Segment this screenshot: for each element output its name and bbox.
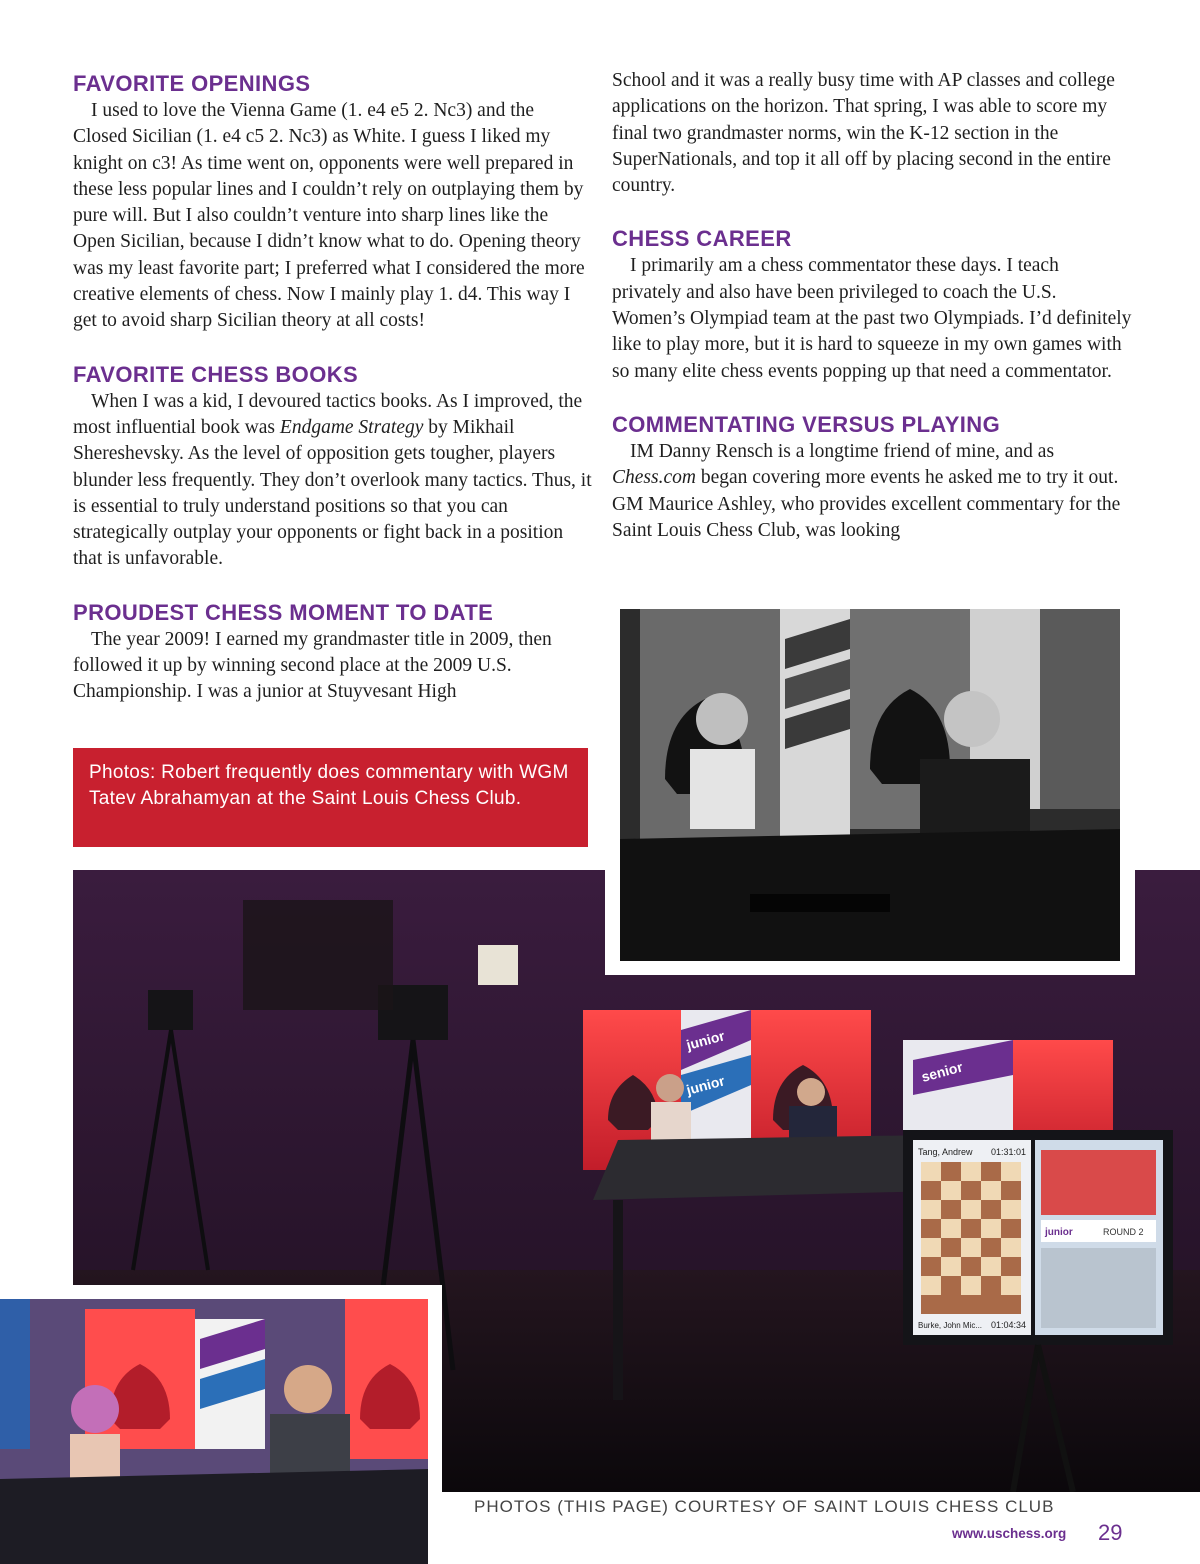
paragraph-favorite-books: [73, 389, 593, 573]
paragraph-commentating: [612, 439, 1132, 544]
studio-sign-3: senior: [919, 1058, 965, 1085]
monitor-player-bottom: Burke, John Mic...: [918, 1321, 983, 1330]
book-title: Endgame Strategy: [279, 416, 424, 438]
chesscom-name: Chess.com: [612, 467, 696, 489]
left-column: [73, 70, 593, 706]
page-number: 29: [1098, 1520, 1123, 1545]
monitor-player-top: Tang, Andrew: [918, 1147, 973, 1157]
books-text-post: by Mikhail Shereshevsky. As the level of opposition gets tougher, players blunder less frequently. They don’t overlook many tactics. Thus, it is essential to truly understand positions so that you can strategically outplay your opponents or fight back in a position that is unfavorable.: [73, 416, 592, 570]
heading-favorite-openings: FAVORITE OPENINGS: [73, 71, 311, 96]
paragraph-favorite-openings: I used to love the Vienna Game (1. e4 e5 2. Nc3) and the Closed Sicilian (1. e4 c5 2. Nc3) as White. I guess I liked my knight on c3! As time went on, opponents were well prepared in these less popular lines and I couldn’t rely on outplaying them by pure will. But I also couldn’t venture into sharp lines like the Open Sicilian, because I didn’t know what to do. Opening theory was my least favorite part; I preferred what I considered the more creative elements of chess. Now I mainly play 1. d4. This way I get to avoid sharp Sicilian theory at all costs!: [73, 100, 585, 332]
paragraph-chess-career: I primarily am a chess commentator these days. I teach privately and also have been privileged to coach the U.S. Women’s Olympiad team at the past two Olympiads. I’d definitely like to play more, but it is hard to squeeze in my own games with so many elite chess events popping up that need a commentator.: [612, 255, 1132, 382]
bw-scene: [620, 609, 1120, 961]
monitor-clock-bottom: 01:04:34: [991, 1320, 1027, 1330]
heading-chess-career: CHESS CAREER: [612, 226, 792, 252]
commentary-photo-color: [0, 1285, 442, 1564]
footer-website[interactable]: www.uschess.org: [952, 1526, 1067, 1541]
photo-caption-box: Photos: Robert frequently does commentary with WGM Tatev Abrahamyan at the Saint Louis Chess Club.: [73, 748, 588, 847]
monitor-round: ROUND 2: [1103, 1227, 1144, 1237]
monitor-brand: junior: [1045, 1227, 1073, 1238]
heading-favorite-books: FAVORITE CHESS BOOKS: [73, 361, 359, 387]
right-column: [612, 68, 1132, 544]
paragraph-proudest-moment: The year 2009! I earned my grandmaster title in 2009, then followed it up by winning second place at the 2009 U.S. Championship. I was a junior at Stuyvesant High: [73, 628, 552, 703]
photo-credit: PHOTOS (THIS PAGE) COURTESY OF SAINT LOUIS CHESS CLUB: [474, 1497, 1055, 1516]
commentating-text-pre: IM Danny Rensch is a longtime friend of mine, and as: [630, 440, 1055, 462]
color-scene: [0, 1299, 428, 1564]
tv-monitor: [903, 1130, 1173, 1345]
commentating-text-post: began covering more events he asked me to try it out. GM Maurice Ashley, who provides excellent commentary for the Saint Louis Chess Club, was looking: [612, 467, 1121, 541]
heading-commentating: COMMENTATING VERSUS PLAYING: [612, 411, 1001, 437]
paragraph-continuation: School and it was a really busy time with AP classes and college applications on the horizon. That spring, I was able to score my final two grandmaster norms, win the K-12 section in the SuperNationals, and top it all off by placing second in the entire country.: [612, 70, 1115, 197]
commentary-photo-bw: [605, 595, 1135, 975]
monitor-clock-top: 01:31:01: [991, 1147, 1027, 1157]
studio-sign-2: junior: [684, 1072, 727, 1098]
heading-proudest-moment: PROUDEST CHESS MOMENT TO DATE: [73, 599, 494, 625]
monitor-chessboard: [921, 1162, 1021, 1314]
studio-sign-1: junior: [684, 1027, 727, 1053]
books-text-pre: When I was a kid, I devoured tactics books. As I improved, the most influential book was: [73, 390, 583, 438]
